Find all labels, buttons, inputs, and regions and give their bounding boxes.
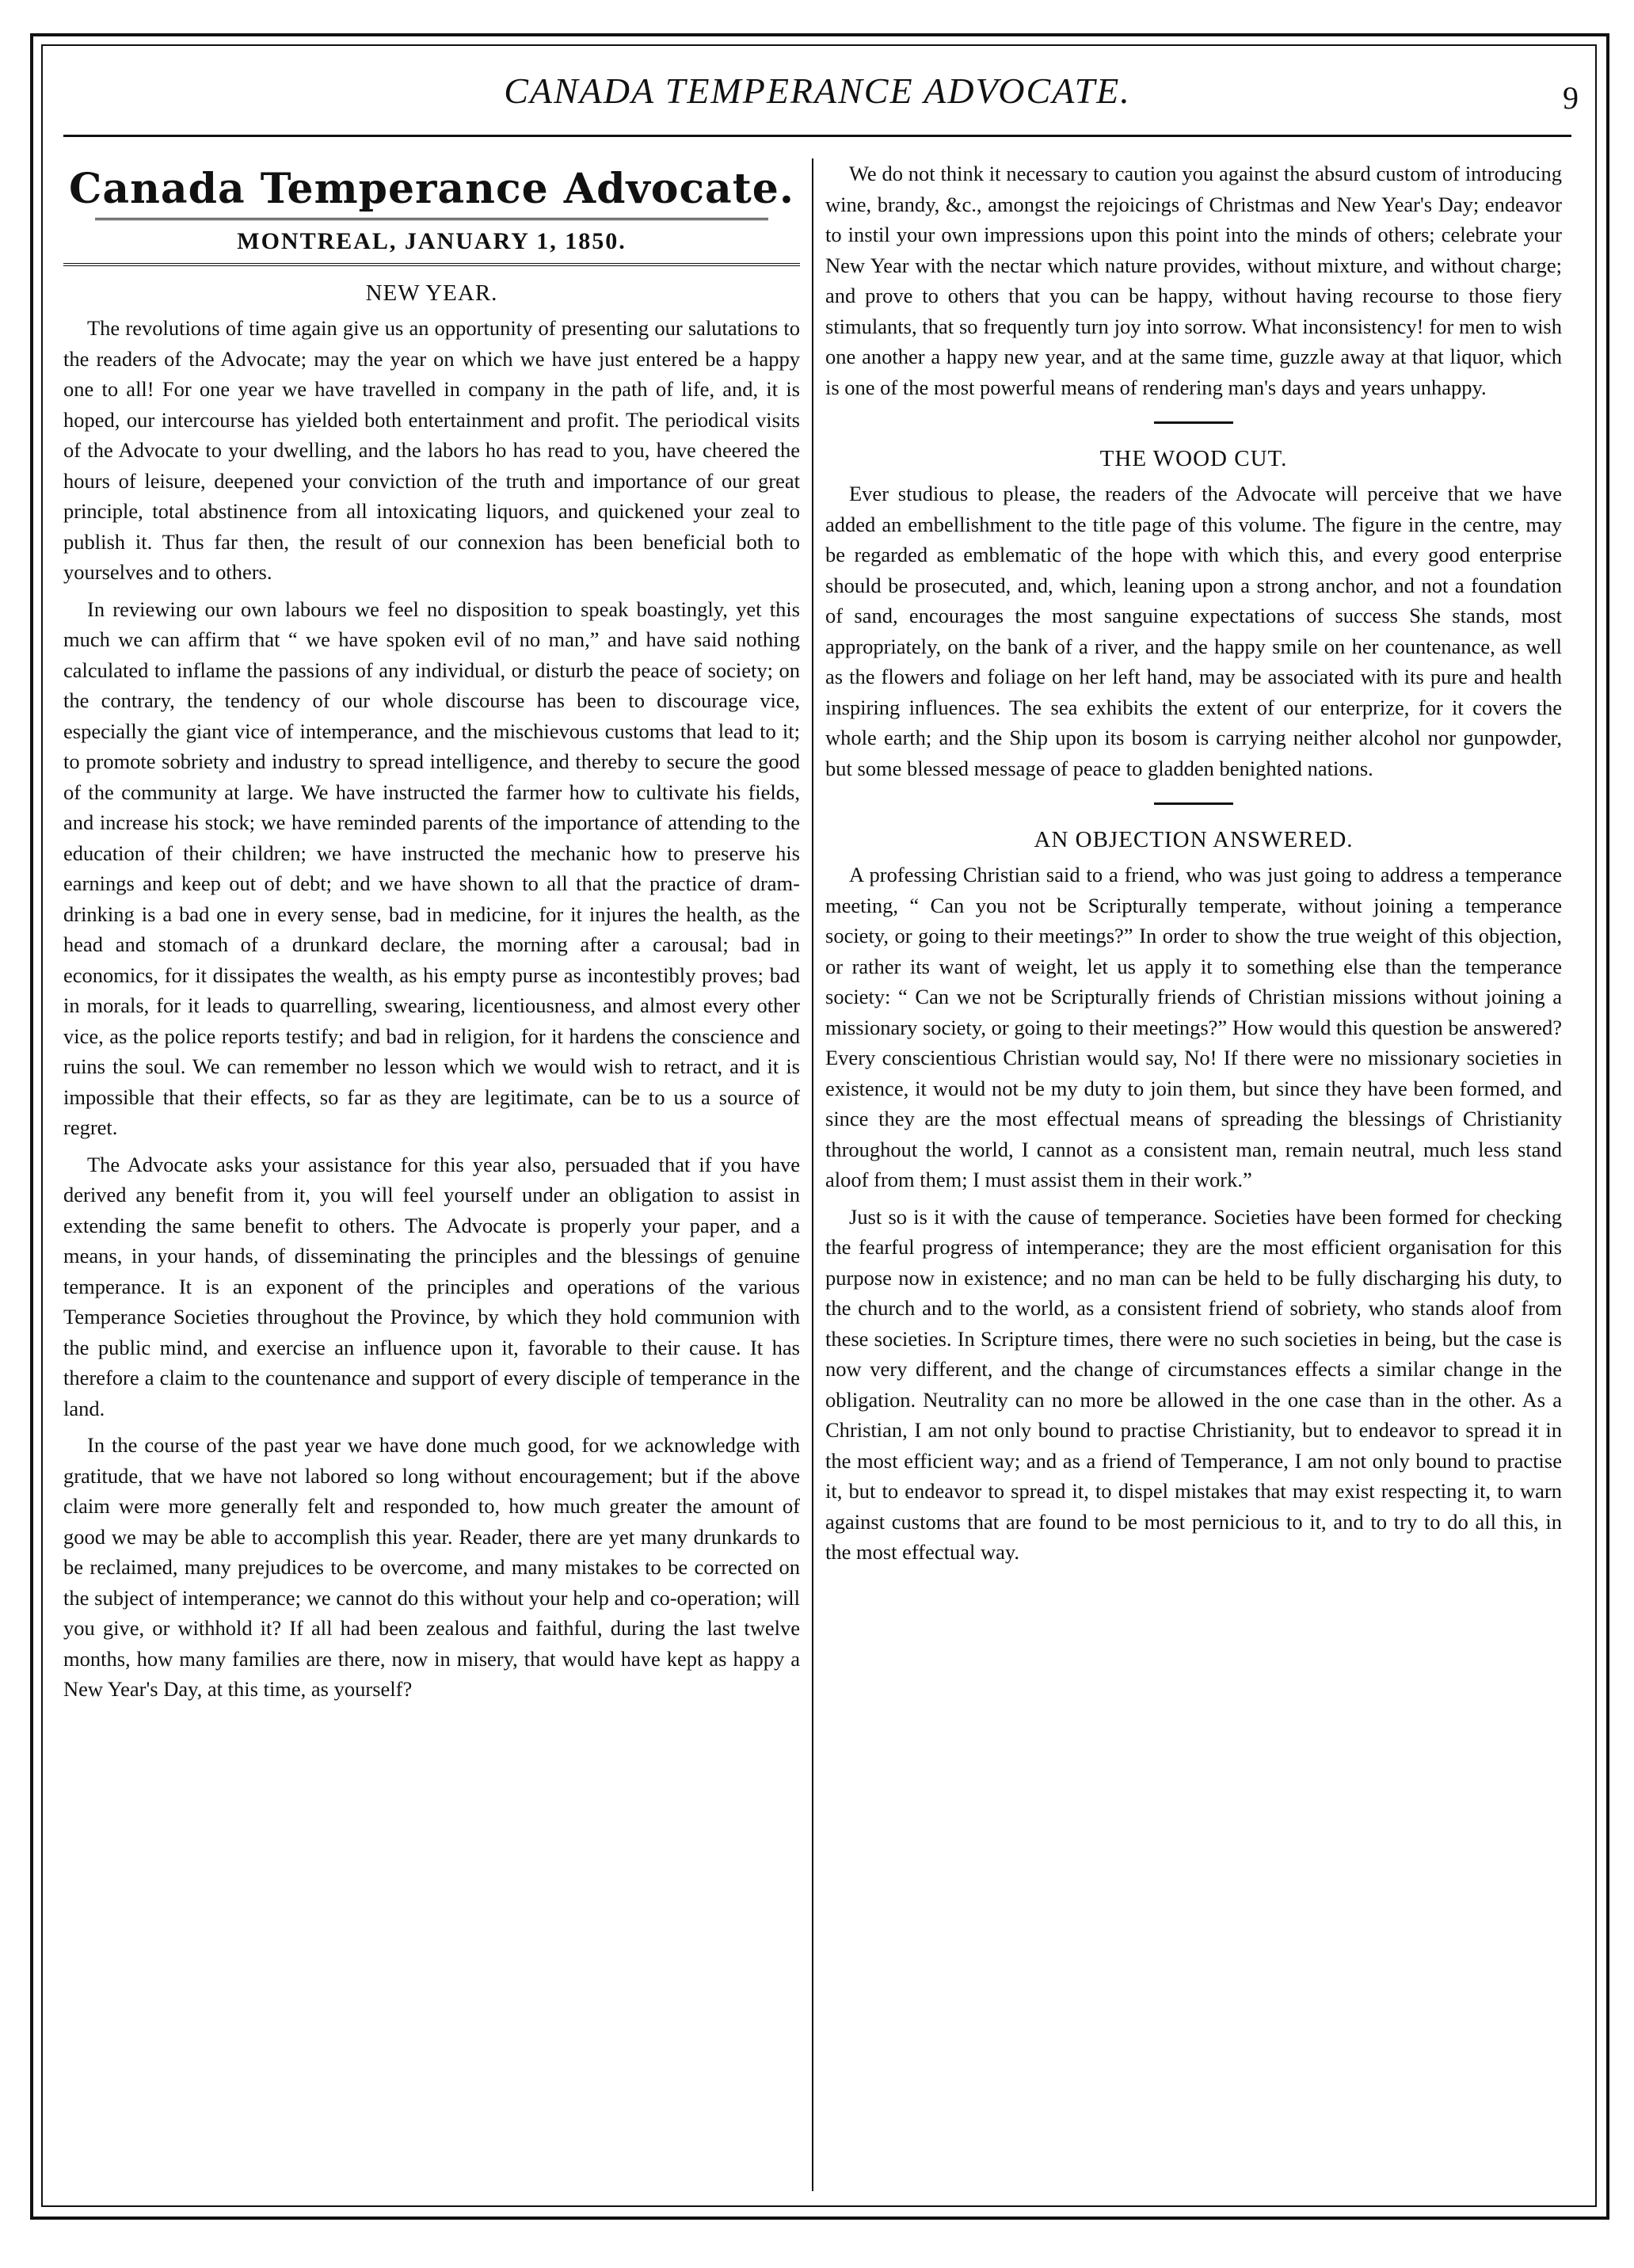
section-rule xyxy=(1154,802,1233,805)
section-rule xyxy=(1154,421,1233,424)
article-paragraph: Just so is it with the cause of temperance. Societies have been formed for checking the fearful progress of intemperance; they are the most efficient organisation for this purpose now in existence; and no man can be held to be fully discharging his duty, to the church and to the world, as a consistent friend of sobriety, who stands aloof from these societies. In Scripture times, there were no such societies in being, but the case is now very different, and the change of circumstances effects a similar change in the obligation. Neutrality can no more be allowed in the one case than in the other. As a Christian, I am not only bound to practise Christianity, but to endeavor to spread it in the most efficient way; and as a friend of Temperance, I am not only bound to practise it, but to endeavor to spread it, to dispel mistakes that may exist respecting it, to warn against customs that are found to be most pernicious to it, and to try to do all this, in the most effectual way. xyxy=(825,1204,1562,1564)
article-heading-wood-cut: THE WOOD CUT. xyxy=(1099,446,1288,471)
column-divider xyxy=(812,158,813,2191)
masthead-title: CANADA TEMPERANCE ADVOCATE. xyxy=(504,71,1131,111)
page-number: 9 xyxy=(1563,80,1579,116)
article-heading-new-year: NEW YEAR. xyxy=(365,280,498,306)
right-column xyxy=(825,158,1562,2191)
article-paragraph: We do not think it necessary to caution you against the absurd custom of introducing wine, brandy, &c., amongst the rejoicings of Christmas and New Year's Day; endeavor to instil your own impressions upon this point into the minds of others; celebrate your New Year with the nectar which nature provides, without mixture, and without charge; and prove to others that you can be happy, without having recourse to those fiery stimulants, that so frequently turn joy into sorrow. What inconsistency! for men to wish one another a happy new year, and at the same time, guzzle away at that liquor, which is one of the most powerful means of rendering man's days and years unhappy. xyxy=(825,162,1562,399)
paper-title: Canada Temperance Advocate. xyxy=(69,165,794,213)
article-paragraph: A professing Christian said to a friend, who was just going to address a temperance meeting, “ Can you not be Scripturally temperate, without joining a temperance society, or going to their meetings?” In order to show the true weight of this objection, or rather its want of weight, let us apply it to something else than the temperance society: “ Can we not be Scripturally friends of Christian missions without joining a missionary society, or going to their meetings?” How would this question be answered? Every conscientious Christian would say, No! If there were no missionary societies in existence, it would not be my duty to join them, but since they have been formed, and since they are the most effectual means of spreading the blessings of Christianity throughout the world, I cannot as a consistent man, remain neutral, much less stand aloof from them; I must assist them in their work.” xyxy=(825,863,1562,1191)
article-paragraph: Ever studious to please, the readers of the Advocate will perceive that we have added an embellishment to the title page of this volume. The figure in the centre, may be regarded as emblematic of the hope with which this, and every good enterprise should be prosecuted, and, which, leaning upon a strong anchor, and not a foundation of sand, encourages the most sanguine expectations of success She stands, most appropriately, on the bank of a river, and the happy smile on her countenance, as well as the flowers and foliage on her left hand, may be associated with its pure and health inspiring influences. The sea exhibits the extent of our enterprize, for it covers the whole earth; and the Ship upon its bosom is carrying neither alcohol nor gunpowder, but some blessed message of peace to gladden benighted nations. xyxy=(825,482,1562,780)
article-paragraph: The Advocate asks your assistance for this year also, persuaded that if you have derived any benefit from it, you will feel yourself under an obligation to assist in extending the same benefit to others. The Advocate is properly your paper, and a means, in your hands, of disseminating the principles and the blessings of genuine temperance. It is an exponent of the principles and operations of the various Temperance Societies throughout the Province, by which they hold communion with the public mind, and exercise an influence upon it, favorable to their cause. It has therefore a claim to the countenance and support of every disciple of temperance in the land. xyxy=(63,1152,800,1420)
article-heading-objection: AN OBJECTION ANSWERED. xyxy=(1034,827,1354,852)
ornament-rule xyxy=(95,218,768,220)
dateline-rule xyxy=(63,263,800,266)
article-paragraph: In reviewing our own labours we feel no disposition to speak boastingly, yet this much we can affirm that “ we have spoken evil of no man,” and have said nothing calculated to inflame the passions of any individual, or disturb the peace of society; on the contrary, the tendency of our whole discourse has been to discourage vice, especially the giant vice of intemperance, and the mischievous customs that lead to it; to promote sobriety and industry to spread intelligence, and thereby to secure the good of the community at large. We have instructed the farmer how to cultivate his fields, and increase his stock; we have reminded parents of the importance of attending to the education of their children; we have instructed the mechanic how to preserve his earnings and keep out of debt; and we have shown to all that the practice of dram-drinking is a bad one in every sense, bad in medicine, for it injures the health, as the head and stomach of a drunkard declare, the morning after a carousal; bad in economics, for it dissipates the wealth, as his empty purse as incontestibly proves; bad in morals, for it leads to quarrelling, swearing, licentiousness, and almost every other vice, as the police reports testify; and bad in religion, for it hardens the conscience and ruins the soul. We can remember no lesson which we would wish to retract, and it is impossible that their effects, so far as they are legitimate, can be to us a source of regret. xyxy=(63,597,800,1139)
article-paragraph: In the course of the past year we have done much good, for we acknowledge with gratitude, that we have not labored so long without encouragement; but if the above claim were more generally felt and responded to, how much greater the amount of good we may be able to accomplish this year. Reader, there are yet many drunkards to be reclaimed, many prejudices to be overcome, and many mistakes to be corrected on the subject of intemperance; we cannot do this without your help and co-operation; will you give, or withhold it? If all had been zealous and faithful, during the last twelve months, how many families are there, now in misery, that would have kept as happy a New Year's Day, at this time, as yourself? xyxy=(63,1433,800,1701)
masthead-rule xyxy=(63,135,1571,137)
dateline: MONTREAL, JANUARY 1, 1850. xyxy=(237,228,627,254)
article-paragraph: The revolutions of time again give us an opportunity of presenting our salutations to the readers of the Advocate; may the year on which we have just entered be a happy one to all! For one year we have travelled in company in the path of life, and, it is hoped, our intercourse has yielded both entertainment and profit. The periodical visits of the Advocate to your dwelling, and the labors ho has read to you, have cheered the hours of leisure, deepened your conviction of the truth and importance of our great principle, total abstinence from all intoxicating liquors, and quickened your zeal to publish it. Thus far then, the result of our connexion has been beneficial both to yourselves and to others. xyxy=(63,316,800,584)
left-column xyxy=(63,158,800,2191)
